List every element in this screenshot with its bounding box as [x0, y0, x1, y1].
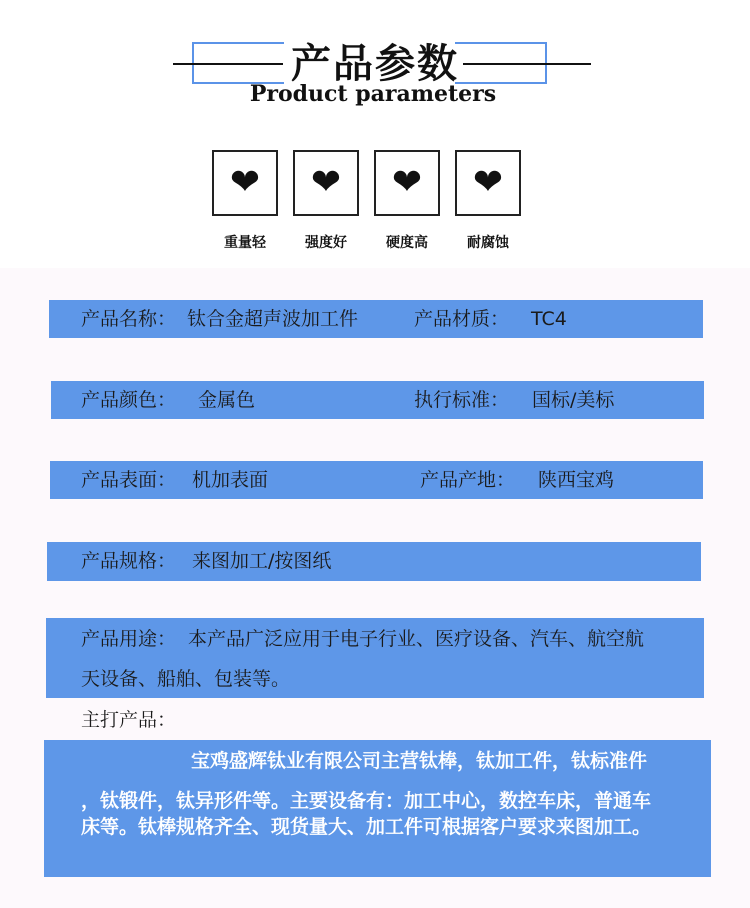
product-surface-value: 机加表面: [192, 469, 269, 491]
product-spec-value: 来图加工/按图纸: [192, 550, 332, 572]
main-products-line2: ，钛锻件，钛异形件等。主要设备有：加工中心，数控车床，普通车: [81, 790, 652, 812]
feature-label: 耐腐蚀: [467, 235, 509, 251]
feature-strength: [293, 150, 359, 251]
page-subtitle: Product parameters: [249, 81, 497, 107]
product-color-value: 金属色: [198, 389, 256, 411]
product-standard-value: 国标/美标: [532, 389, 615, 411]
feature-label: 重量轻: [224, 235, 266, 251]
main-products-label: 主打产品：: [81, 709, 177, 731]
header-rule-right: [463, 63, 591, 65]
header-rule-left: [173, 63, 283, 65]
feature-label: 强度好: [305, 235, 347, 251]
feature-light-weight: [212, 150, 278, 251]
feature-label: 硬度高: [386, 235, 428, 251]
heart-icon: ❤: [472, 162, 504, 203]
heart-icon: ❤: [229, 162, 261, 203]
feature-icon-box: [212, 150, 278, 216]
heart-icon: ❤: [391, 162, 423, 203]
product-name-value: 钛合金超声波加工件: [187, 308, 359, 330]
feature-icon-box: [374, 150, 440, 216]
product-color-label: 产品颜色：: [81, 389, 177, 411]
product-name-label: 产品名称：: [81, 308, 177, 330]
product-usage-label: 产品用途：: [81, 628, 177, 650]
feature-hardness: [374, 150, 440, 251]
product-standard-label: 执行标准：: [414, 389, 510, 411]
heart-icon: ❤: [310, 162, 342, 203]
product-origin-value: 陕西宝鸡: [538, 469, 615, 491]
param-row-name-material: [49, 300, 703, 338]
product-origin-label: 产品产地：: [420, 469, 516, 491]
product-surface-label: 产品表面：: [81, 469, 177, 491]
feature-icon-box: [293, 150, 359, 216]
product-material-value: TC4: [531, 308, 567, 330]
main-products-line1: 宝鸡盛辉钛业有限公司主营钛棒，钛加工件，钛标准件: [191, 750, 648, 772]
page-title: 产品参数: [291, 41, 459, 87]
main-products-line3: 床等。钛棒规格齐全、现货量大、加工件可根据客户要求来图加工。: [81, 816, 652, 838]
product-material-label: 产品材质：: [414, 308, 510, 330]
product-spec-label: 产品规格：: [81, 550, 177, 572]
feature-corrosion-resistance: [455, 150, 521, 251]
param-row-spec: [47, 542, 701, 581]
product-usage-line1: 本产品广泛应用于电子行业、医疗设备、汽车、航空航: [188, 628, 645, 650]
param-row-usage: [46, 618, 704, 698]
param-row-surface-origin: [50, 461, 703, 499]
feature-icon-box: [455, 150, 521, 216]
param-row-color-standard: [51, 381, 704, 419]
product-usage-line2: 天设备、船舶、包装等。: [81, 668, 291, 690]
main-products-panel: [44, 740, 711, 877]
